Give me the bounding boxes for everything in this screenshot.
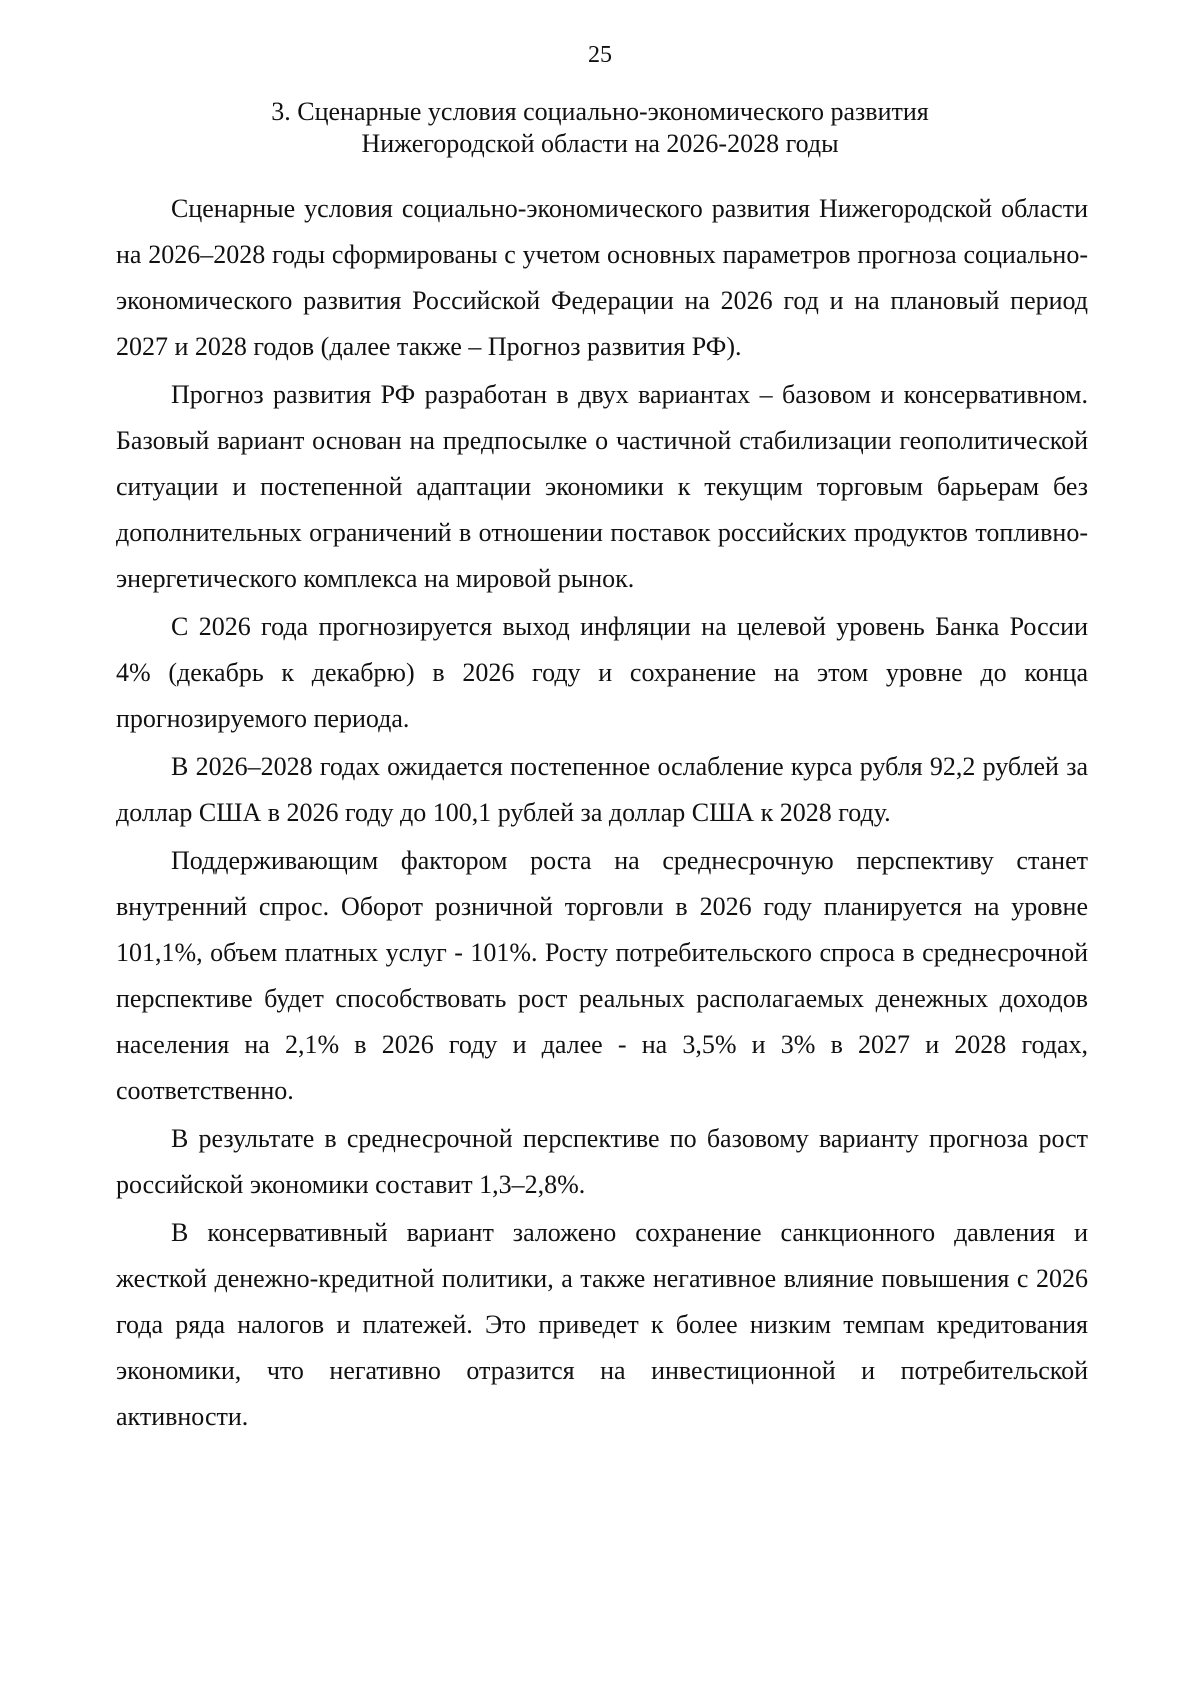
paragraph: В 2026–2028 годах ожидается постепенное ослабление курса рубля 92,2 рублей за доллар США в 2026 году до 100,1 рублей за доллар США к 2028 году. bbox=[116, 752, 1088, 827]
section-heading-line-1: 3. Сценарные условия социально-экономического развития bbox=[271, 97, 929, 126]
paragraph: Сценарные условия социально-экономического развития Нижегородской области на 2026–2028 годы сформированы с учетом основных параметров прогноза социально-экономического развития Российской Федерации на 2026 год и на плановый период 2027 и 2028 годов (далее также – Прогноз развития РФ). bbox=[116, 194, 1088, 361]
paragraph: С 2026 года прогнозируется выход инфляции на целевой уровень Банка России 4% (декабрь к декабрю) в 2026 году и сохранение на этом уровне до конца прогнозируемого периода. bbox=[116, 612, 1088, 733]
page-number: 25 bbox=[588, 42, 612, 68]
paragraph: Поддерживающим фактором роста на среднесрочную перспективу станет внутренний спрос. Оборот розничной торговли в 2026 году планируется на уровне 101,1%, объем платных услуг - 101%. Росту потребительского спроса в среднесрочной перспективе будет способствовать рост реальных располагаемых денежных доходов населения на 2,1% в 2026 году и далее - на 3,5% и 3% в 2027 и 2028 годах, соответственно. bbox=[116, 846, 1088, 1105]
body-text bbox=[116, 186, 1088, 1442]
section-heading-line-2: Нижегородской области на 2026-2028 годы bbox=[361, 129, 839, 158]
paragraph: В результате в среднесрочной перспективе по базовому варианту прогноза рост российской экономики составит 1,3–2,8%. bbox=[116, 1124, 1088, 1199]
paragraph: В консервативный вариант заложено сохранение санкционного давления и жесткой денежно-кредитной политики, а также негативное влияние повышения с 2026 года ряда налогов и платежей. Это приведет к более низким темпам кредитования экономики, что негативно отразится на инвестиционной и потребительской активности. bbox=[116, 1218, 1088, 1431]
section-heading bbox=[150, 96, 1050, 160]
paragraph: Прогноз развития РФ разработан в двух вариантах – базовом и консервативном. Базовый вариант основан на предпосылке о частичной стабилизации геополитической ситуации и постепенной адаптации экономики к текущим торговым барьерам без дополнительных ограничений в отношении поставок российских продуктов топливно-энергетического комплекса на мировой рынок. bbox=[116, 380, 1088, 593]
